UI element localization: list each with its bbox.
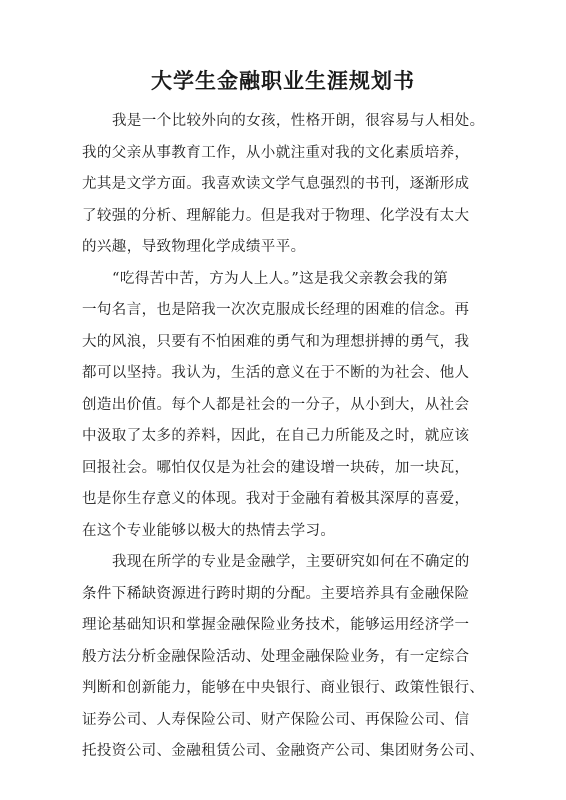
paragraph-line: 证券公司、人寿保险公司、财产保险公司、再保险公司、信	[82, 711, 470, 728]
paragraph-line: 创造出价值。每个人都是社会的一分子，从小到大，从社会	[82, 396, 470, 413]
paragraph-line: 在这个专业能够以极大的热情去学习。	[82, 522, 336, 539]
paragraph-line: 理论基础知识和掌握金融保险业务技术，能够运用经济学一	[82, 617, 470, 633]
document-body	[82, 106, 502, 768]
paragraph-line: 都可以坚持。我认为，生活的意义在于不断的为社会、他人	[82, 365, 470, 381]
paragraph-line: “吃得苦中苦，方为人上人。”这是我父亲教会我的第	[112, 270, 449, 287]
paragraph-line: 也是你生存意义的体现。我对于金融有着极其深厚的喜爱，	[82, 491, 470, 507]
paragraph-line: 条件下稀缺资源进行跨时期的分配。主要培养具有金融保险	[82, 585, 470, 602]
paragraph-1	[82, 106, 502, 264]
paragraph-line: 尤其是文学方面。我喜欢读文学气息强烈的书刊，逐渐形成	[82, 176, 470, 192]
paragraph-line: 判断和创新能力，能够在中央银行、商业银行、政策性银行、	[82, 680, 485, 696]
paragraph-line: 回报社会。哪怕仅仅是为社会的建设增一块砖，加一块瓦，	[82, 459, 470, 476]
paragraph-3	[82, 547, 502, 768]
paragraph-2	[82, 264, 502, 548]
paragraph-line: 中汲取了太多的养料，因此，在自己力所能及之时，就应该	[82, 428, 470, 444]
paragraph-line: 一句名言，也是陪我一次次克服成长经理的困难的信念。再	[82, 302, 470, 318]
paragraph-line: 托投资公司、金融租赁公司、金融资产公司、集团财务公司、	[82, 743, 485, 759]
paragraph-line: 般方法分析金融保险活动、处理金融保险业务，有一定综合	[82, 648, 470, 665]
paragraph-line: 我的父亲从事教育工作，从小就注重对我的文化素质培养，	[82, 144, 470, 161]
paragraph-line: 我是一个比较外向的女孩，性格开朗，很容易与人相处。	[112, 113, 485, 129]
document-title: 大学生金融职业生涯规划书	[151, 68, 415, 93]
paragraph-line: 的兴趣，导致物理化学成绩平平。	[82, 239, 306, 255]
paragraph-line: 大的风浪，只要有不怕困难的勇气和为理想拼搏的勇气，我	[82, 333, 470, 350]
paragraph-line: 了较强的分析、理解能力。但是我对于物理、化学没有太大	[82, 207, 470, 224]
paragraph-line: 我现在所学的专业是金融学，主要研究如何在不确定的	[112, 554, 470, 570]
